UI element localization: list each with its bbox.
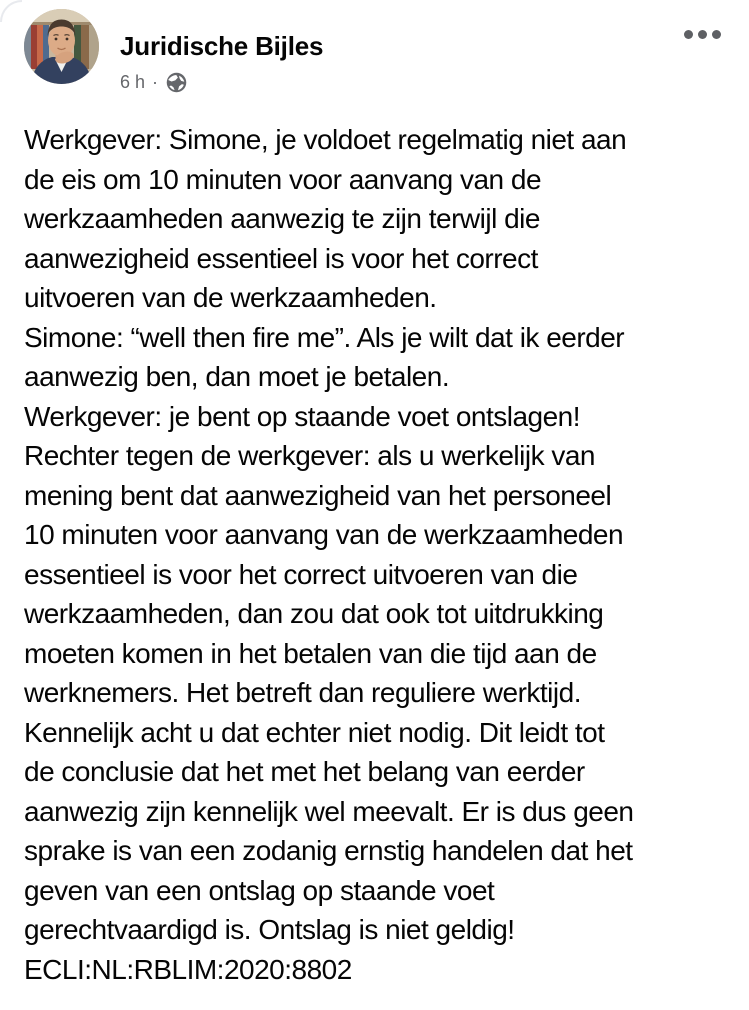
post-text-line: Simone: “well then fire me”. Als je wilt dat ik eerder (24, 321, 625, 353)
post-text-line: werkzaamheden aanwezig te zijn terwijl die (24, 203, 540, 234)
ellipsis-icon (684, 30, 693, 39)
post-text-line: aanwezig ben, dan moet je betalen. (24, 361, 450, 392)
post-text-line: gerechtvaardigd is. Ontslag is niet geldig! (24, 914, 515, 945)
avatar[interactable] (24, 9, 99, 84)
post-menu-button[interactable] (680, 26, 725, 43)
author-name[interactable]: Juridische Bijles (120, 31, 324, 61)
post-text-line: aanwezigheid essentieel is voor het correct (24, 242, 538, 274)
post-text-line: mening bent dat aanwezigheid van het personeel (24, 479, 612, 511)
post-text-line: aanwezig zijn kennelijk wel meevalt. Er is dus geen (24, 795, 634, 827)
profile-photo-avatar (24, 9, 99, 84)
post-meta (120, 72, 323, 93)
globe-public-icon (166, 72, 187, 93)
post-text (0, 120, 749, 989)
meta-separator: · (152, 72, 159, 92)
post-text-line: essentieel is voor het correct uitvoeren van die (24, 558, 578, 590)
post-text-line: de eis om 10 minuten voor aanvang van de (24, 163, 542, 195)
post-text-line: Werkgever: je bent op staande voet ontslagen! (24, 400, 581, 432)
timestamp[interactable]: 6 h (120, 72, 146, 92)
post-text-line: Rechter tegen de werkgever: als u werkelijk van (24, 440, 596, 471)
post-text-line: sprake is van een zodanig ernstig handelen dat het (24, 835, 633, 866)
post-text-line: uitvoeren van de werkzaamheden. (24, 282, 437, 313)
ellipsis-icon (712, 30, 721, 39)
post-text-line: werkzaamheden, dan zou dat ook tot uitdrukking (24, 598, 604, 629)
post-text-line: Werkgever: Simone, je voldoet regelmatig niet aan (24, 124, 627, 155)
post-text-line: Kennelijk acht u dat echter niet nodig. Dit leidt tot (24, 716, 605, 748)
post-header (0, 0, 749, 96)
post-text-line: de conclusie dat het met het belang van eerder (24, 756, 585, 787)
post-text-line: 10 minuten voor aanvang van de werkzaamheden (24, 519, 624, 550)
post-text-line: moeten komen in het betalen van die tijd aan de (24, 637, 597, 669)
post-text-line: ECLI:NL:RBLIM:2020:8802 (24, 953, 352, 985)
post-text-line: geven van een ontslag op staande voet (24, 874, 495, 906)
post-text-line: werknemers. Het betreft dan reguliere werktijd. (24, 677, 581, 708)
author-block (120, 9, 323, 93)
ellipsis-icon (698, 30, 707, 39)
